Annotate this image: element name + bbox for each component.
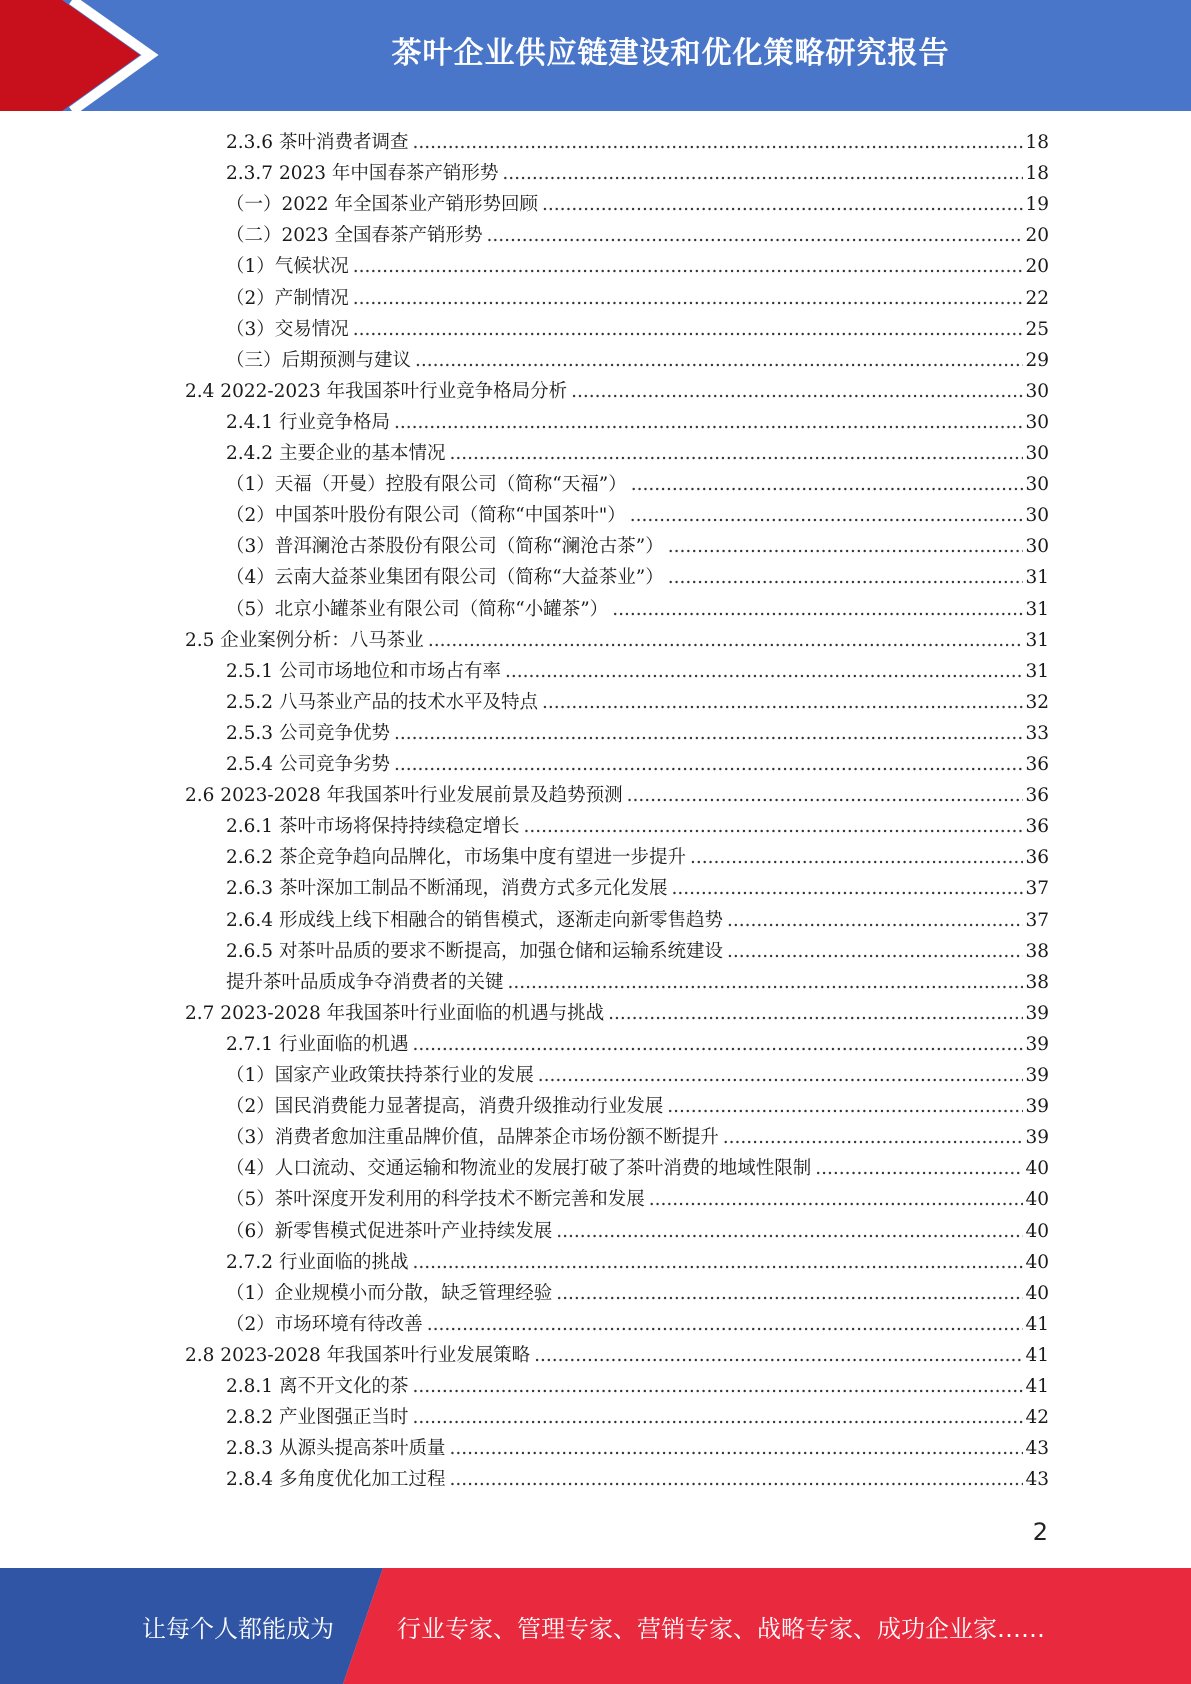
toc-entry-page: 30 xyxy=(1025,474,1049,496)
toc-entry[interactable] xyxy=(185,376,1049,407)
toc-entry-title: 2.6.3 茶叶深加工制品不断涌现，消费方式多元化发展 xyxy=(226,878,668,900)
toc-entry[interactable] xyxy=(226,1153,1049,1184)
toc-leader-dots xyxy=(815,1153,1023,1184)
toc-entry[interactable] xyxy=(185,780,1049,811)
toc-leader-dots xyxy=(394,407,1023,438)
toc-leader-dots xyxy=(667,1091,1023,1122)
toc-entry-page: 36 xyxy=(1025,816,1049,838)
toc-entry-page: 43 xyxy=(1025,1438,1049,1460)
toc-entry-title: （5）北京小罐茶业有限公司（简称“小罐茶”） xyxy=(226,598,609,620)
toc-leader-dots xyxy=(612,594,1023,625)
toc-leader-dots xyxy=(556,1216,1023,1247)
toc-entry-page: 39 xyxy=(1025,1127,1049,1149)
toc-entry-page: 39 xyxy=(1025,1002,1049,1024)
report-title: 茶叶企业供应链建设和优化策略研究报告 xyxy=(391,36,950,71)
toc-entry-title: （二）2023 全国春茶产销形势 xyxy=(226,225,483,247)
toc-entry-page: 39 xyxy=(1025,1065,1049,1086)
toc-entry-page: 39 xyxy=(1025,1096,1049,1118)
toc-entry[interactable] xyxy=(185,625,1049,656)
toc-entry-page: 18 xyxy=(1025,163,1049,185)
toc-leader-dots xyxy=(415,345,1023,376)
toc-entry-title: 2.6 2023-2028 年我国茶叶行业发展前景及趋势预测 xyxy=(185,785,623,807)
toc-entry[interactable] xyxy=(185,998,1049,1029)
toc-leader-dots xyxy=(556,1278,1023,1309)
toc-entry[interactable] xyxy=(226,1122,1049,1153)
toc-leader-dots xyxy=(412,1371,1023,1402)
toc-entry-page: 40 xyxy=(1025,1251,1049,1273)
toc-entry[interactable] xyxy=(226,749,1049,780)
toc-entry-page: 32 xyxy=(1025,691,1049,713)
toc-entry-title: （5）茶叶深度开发利用的科学技术不断完善和发展 xyxy=(226,1189,645,1211)
toc-leader-dots xyxy=(449,1433,1023,1464)
toc-entry-title: 2.8.1 离不开文化的茶 xyxy=(226,1376,409,1397)
toc-entry[interactable] xyxy=(226,594,1049,625)
toc-leader-dots xyxy=(627,780,1024,811)
toc-entry[interactable] xyxy=(226,1247,1049,1278)
toc-entry-page: 40 xyxy=(1025,1158,1049,1180)
toc-entry-title: 2.8.2 产业图强正当时 xyxy=(226,1407,409,1429)
toc-entry[interactable] xyxy=(226,1464,1049,1495)
toc-leader-dots xyxy=(630,500,1024,531)
toc-entry-title: （3）普洱澜沧古茶股份有限公司（简称“澜沧古茶”） xyxy=(226,536,664,558)
toc-entry-title: 2.6.1 茶叶市场将保持持续稳定增长 xyxy=(226,816,520,838)
toc-entry[interactable] xyxy=(226,314,1049,345)
toc-leader-dots xyxy=(727,905,1023,936)
toc-entry-page: 40 xyxy=(1025,1189,1049,1211)
toc-leader-dots xyxy=(412,1402,1023,1433)
toc-leader-dots xyxy=(449,1464,1023,1495)
toc-entry-title: （三）后期预测与建议 xyxy=(226,349,412,371)
toc-entry-title: （3）消费者愈加注重品牌价值，品牌茶企市场份额不断提升 xyxy=(226,1127,719,1149)
toc-leader-dots xyxy=(412,127,1023,158)
toc-entry-title: 2.4 2022-2023 年我国茶叶行业竞争格局分析 xyxy=(185,380,568,402)
toc-entry[interactable] xyxy=(226,1278,1049,1309)
toc-entry-page: 31 xyxy=(1025,567,1049,589)
toc-entry-page: 36 xyxy=(1025,785,1049,807)
toc-leader-dots xyxy=(571,376,1023,407)
toc-entry-title: 2.7.1 行业面临的机遇 xyxy=(226,1033,409,1055)
toc-entry[interactable] xyxy=(226,283,1049,314)
toc-entry[interactable] xyxy=(226,1029,1049,1060)
toc-entry[interactable] xyxy=(226,500,1049,531)
toc-entry-title: 2.5.3 公司竞争优势 xyxy=(226,722,390,744)
toc-entry[interactable] xyxy=(226,1060,1049,1091)
toc-leader-dots xyxy=(542,687,1023,718)
toc-leader-dots xyxy=(353,251,1024,282)
toc-entry[interactable] xyxy=(226,127,1049,158)
toc-entry-title: 2.6.4 形成线上线下相融合的销售模式，逐渐走向新零售趋势 xyxy=(226,909,723,931)
toc-entry[interactable] xyxy=(226,936,1049,967)
toc-leader-dots xyxy=(523,811,1023,842)
toc-entry[interactable] xyxy=(226,687,1049,718)
toc-entry[interactable] xyxy=(185,1340,1049,1371)
toc-leader-dots xyxy=(394,749,1023,780)
toc-entry-page: 30 xyxy=(1025,411,1049,433)
toc-leader-dots xyxy=(508,967,1024,998)
toc-entry-title: （2）中国茶叶股份有限公司（简称“中国茶叶"） xyxy=(226,505,626,527)
toc-entry-title: 提升茶叶品质成争夺消费者的关键 xyxy=(226,971,504,993)
toc-entry-page: 41 xyxy=(1025,1313,1049,1335)
toc-entry-title: （2）产制情况 xyxy=(226,287,349,309)
toc-entry-page: 18 xyxy=(1025,132,1049,153)
toc-entry-page: 19 xyxy=(1025,194,1049,216)
toc-leader-dots xyxy=(649,1184,1024,1215)
toc-entry-title: （2）国民消费能力显著提高，消费升级推动行业发展 xyxy=(226,1096,664,1118)
toc-entry[interactable] xyxy=(226,1091,1049,1122)
toc-entry-page: 22 xyxy=(1025,287,1049,309)
toc-entry-page: 20 xyxy=(1025,256,1049,278)
toc-entry-page: 30 xyxy=(1025,443,1049,464)
toc-entry[interactable] xyxy=(226,1402,1049,1433)
toc-leader-dots xyxy=(631,469,1024,500)
toc-entry[interactable] xyxy=(226,469,1049,500)
toc-entry[interactable] xyxy=(226,1216,1049,1247)
toc-entry-title: 2.8.4 多角度优化加工过程 xyxy=(226,1469,446,1491)
toc-entry-title: 2.8.3 从源头提高茶叶质量 xyxy=(226,1438,446,1460)
toc-entry[interactable] xyxy=(226,189,1049,220)
toc-entry-title: （1）气候状况 xyxy=(226,256,349,278)
toc-entry-title: （1）企业规模小而分散，缺乏管理经验 xyxy=(226,1282,553,1304)
toc-entry-title: （1）天福（开曼）控股有限公司（简称“天福”） xyxy=(226,474,627,496)
toc-leader-dots xyxy=(412,1247,1023,1278)
toc-entry[interactable] xyxy=(226,407,1049,438)
toc-entry-title: （一）2022 年全国茶业产销形势回顾 xyxy=(226,194,538,216)
page-footer xyxy=(0,1568,1191,1684)
toc-leader-dots xyxy=(449,438,1023,469)
toc-entry[interactable] xyxy=(226,967,1049,998)
toc-entry-page: 31 xyxy=(1025,598,1049,620)
toc-entry[interactable] xyxy=(226,811,1049,842)
toc-entry-page: 30 xyxy=(1025,536,1049,558)
page-number: 2 xyxy=(1032,1518,1048,1546)
toc-entry[interactable] xyxy=(226,718,1049,749)
toc-entry[interactable] xyxy=(226,1433,1049,1464)
toc-entry-title: 2.7.2 行业面临的挑战 xyxy=(226,1251,409,1273)
toc-leader-dots xyxy=(727,936,1023,967)
toc-entry-page: 43 xyxy=(1025,1469,1049,1491)
toc-entry-title: 2.5.4 公司竞争劣势 xyxy=(226,754,390,775)
toc-entry-page: 38 xyxy=(1025,971,1049,993)
toc-entry[interactable] xyxy=(226,220,1049,251)
toc-entry-title: 2.4.2 主要企业的基本情况 xyxy=(226,443,446,464)
toc-entry-title: 2.8 2023-2028 年我国茶叶行业发展策略 xyxy=(185,1344,531,1366)
toc-entry-title: 2.3.7 2023 年中国春茶产销形势 xyxy=(226,163,499,185)
toc-leader-dots xyxy=(394,718,1023,749)
toc-leader-dots xyxy=(608,998,1023,1029)
toc-entry[interactable] xyxy=(226,345,1049,376)
toc-leader-dots xyxy=(353,314,1024,345)
toc-leader-dots xyxy=(690,842,1023,873)
toc-entry[interactable] xyxy=(226,905,1049,936)
toc-leader-dots xyxy=(428,625,1024,656)
toc-entry[interactable] xyxy=(226,656,1049,687)
toc-leader-dots xyxy=(538,1060,1024,1091)
toc-entry-title: 2.5.1 公司市场地位和市场占有率 xyxy=(226,660,501,682)
toc-entry-page: 41 xyxy=(1025,1344,1049,1366)
toc-entry-page: 31 xyxy=(1025,629,1049,651)
toc-entry[interactable] xyxy=(226,562,1049,593)
toc-leader-dots xyxy=(353,283,1024,314)
toc-entry-page: 38 xyxy=(1025,940,1049,962)
toc-entry-page: 39 xyxy=(1025,1033,1049,1055)
footer-slogan-left: 让每个人都能成为 xyxy=(142,1614,334,1643)
toc-leader-dots xyxy=(502,158,1023,189)
footer-slogan-right: 行业专家、管理专家、营销专家、战略专家、成功企业家…… xyxy=(397,1614,1045,1643)
toc-entry-page: 40 xyxy=(1025,1282,1049,1304)
toc-entry-page: 36 xyxy=(1025,847,1049,869)
toc-entry[interactable] xyxy=(226,1371,1049,1402)
toc-entry[interactable] xyxy=(226,531,1049,562)
toc-entry[interactable] xyxy=(226,1184,1049,1215)
page-header xyxy=(0,0,1191,111)
toc-entry-title: 2.7 2023-2028 年我国茶叶行业面临的机遇与挑战 xyxy=(185,1002,605,1024)
toc-leader-dots xyxy=(505,656,1023,687)
toc-entry-title: 2.6.5 对茶叶品质的要求不断提高，加强仓储和运输系统建设 xyxy=(226,940,723,962)
toc-entry[interactable] xyxy=(226,438,1049,469)
toc-entry-page: 36 xyxy=(1025,754,1049,775)
toc-entry-page: 41 xyxy=(1025,1376,1049,1397)
toc-entry[interactable] xyxy=(226,842,1049,873)
toc-entry-page: 37 xyxy=(1025,878,1049,900)
toc-entry-page: 25 xyxy=(1025,318,1049,340)
toc-leader-dots xyxy=(412,1029,1023,1060)
toc-entry-title: （4）云南大益茶业集团有限公司（简称“大益茶业”） xyxy=(226,567,664,589)
toc-entry-page: 30 xyxy=(1025,380,1049,402)
toc-entry[interactable] xyxy=(226,1309,1049,1340)
toc-entry-title: （4）人口流动、交通运输和物流业的发展打破了茶叶消费的地域性限制 xyxy=(226,1158,812,1180)
toc-entry-page: 30 xyxy=(1025,505,1049,527)
toc-leader-dots xyxy=(723,1122,1024,1153)
toc-entry-title: 2.5 企业案例分析：八马茶业 xyxy=(185,629,424,651)
toc-leader-dots xyxy=(671,873,1023,904)
toc-entry[interactable] xyxy=(226,251,1049,282)
toc-leader-dots xyxy=(542,189,1023,220)
toc-leader-dots xyxy=(668,531,1024,562)
toc-entry-page: 42 xyxy=(1025,1407,1049,1429)
toc-entry-page: 20 xyxy=(1025,225,1049,247)
toc-leader-dots xyxy=(668,562,1024,593)
toc-entry-title: （2）市场环境有待改善 xyxy=(226,1313,423,1335)
toc-entry-title: 2.4.1 行业竞争格局 xyxy=(226,411,390,433)
toc-entry-title: （6）新零售模式促进茶叶产业持续发展 xyxy=(226,1220,553,1242)
toc-entry-page: 31 xyxy=(1025,660,1049,682)
toc-entry-page: 29 xyxy=(1025,349,1049,371)
toc-entry-title: 2.6.2 茶企竞争趋向品牌化，市场集中度有望进一步提升 xyxy=(226,847,686,869)
toc-entry-title: 2.3.6 茶叶消费者调查 xyxy=(226,132,409,153)
toc-leader-dots xyxy=(486,220,1023,251)
toc-leader-dots xyxy=(534,1340,1023,1371)
toc-entry[interactable] xyxy=(226,873,1049,904)
toc-entry-page: 37 xyxy=(1025,909,1049,931)
toc-entry-page: 40 xyxy=(1025,1220,1049,1242)
toc-entry-page: 33 xyxy=(1025,722,1049,744)
toc-entry-title: （3）交易情况 xyxy=(226,318,349,340)
toc-entry-title: 2.5.2 八马茶业产品的技术水平及特点 xyxy=(226,691,538,713)
toc-leader-dots xyxy=(427,1309,1024,1340)
toc-entry-title: （1）国家产业政策扶持茶行业的发展 xyxy=(226,1065,534,1086)
toc-entry[interactable] xyxy=(226,158,1049,189)
